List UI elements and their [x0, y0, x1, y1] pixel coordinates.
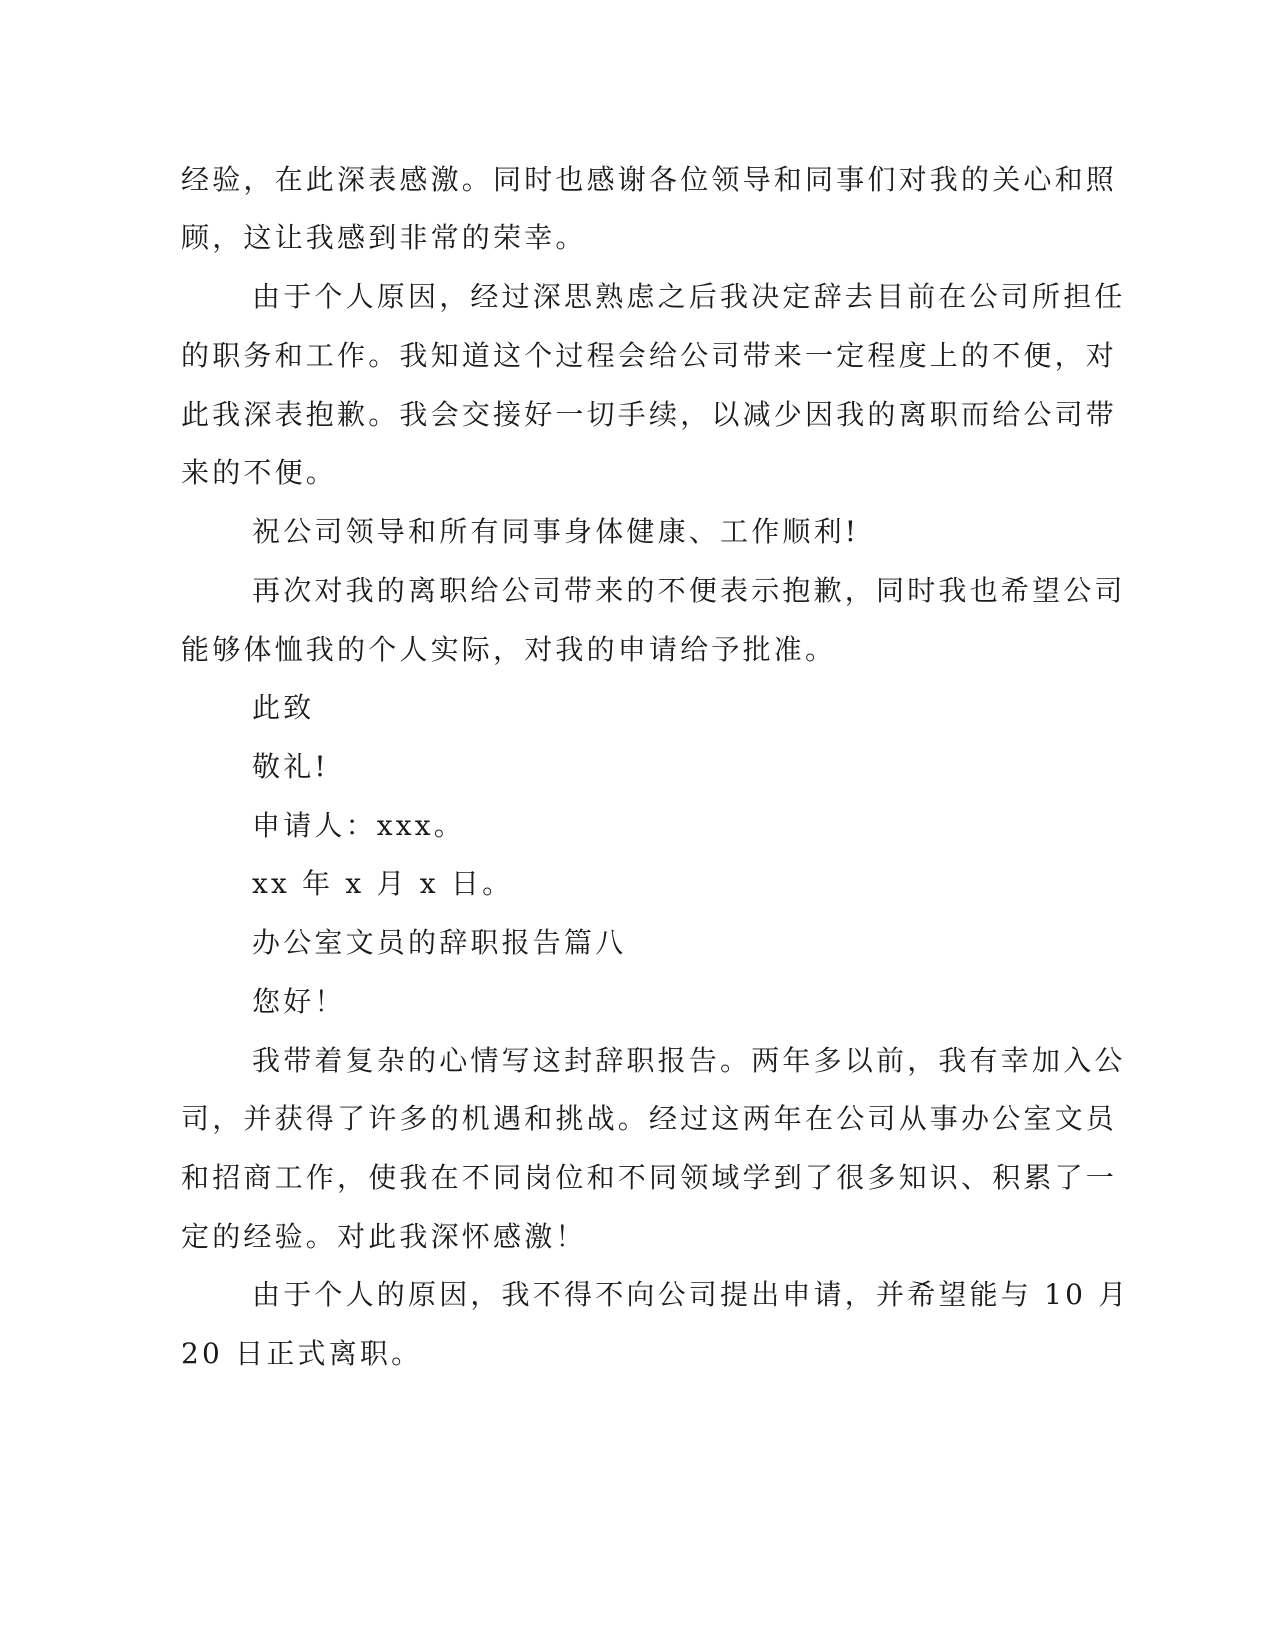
paragraph-line: 20 日正式离职。: [181, 1337, 423, 1370]
paragraph-line: 司，并获得了许多的机遇和挑战。经过这两年在公司从事办公室文员: [181, 1102, 1118, 1135]
greeting-line: 您好！: [252, 985, 346, 1018]
closing-line: 此致: [252, 691, 315, 724]
paragraph-line: 由于个人的原因，我不得不向公司提出申请，并希望能与 10 月: [252, 1278, 1130, 1311]
paragraph-line: 来的不便。: [181, 456, 338, 489]
paragraph-line: 我带着复杂的心情写这封辞职报告。两年多以前，我有幸加入公: [252, 1044, 1126, 1077]
paragraph-line: 能够体恤我的个人实际，对我的申请给予批准。: [181, 633, 837, 666]
date-line: xx 年 x 月 x 日。: [252, 867, 514, 900]
paragraph-line: 定的经验。对此我深怀感激！: [181, 1220, 587, 1253]
applicant-line: 申请人：xxx。: [252, 809, 465, 842]
paragraph-line: 顾，这让我感到非常的荣幸。: [181, 221, 587, 254]
paragraph-line: 由于个人原因，经过深思熟虑之后我决定辞去目前在公司所担任: [252, 280, 1126, 313]
section-heading: 办公室文员的辞职报告篇八: [252, 926, 627, 959]
paragraph-line: 此我深表抱歉。我会交接好一切手续，以减少因我的离职而给公司带: [181, 398, 1118, 431]
paragraph-line: 再次对我的离职给公司带来的不便表示抱歉，同时我也希望公司: [252, 574, 1126, 607]
salutation-line: 敬礼!: [252, 750, 329, 783]
paragraph-line: 的职务和工作。我知道这个过程会给公司带来一定程度上的不便，对: [181, 339, 1118, 372]
paragraph-line: 和招商工作，使我在不同岗位和不同领域学到了很多知识、积累了一: [181, 1161, 1118, 1194]
paragraph-line: 经验，在此深表感激。同时也感谢各位领导和同事们对我的关心和照: [181, 163, 1118, 196]
paragraph-line: 祝公司领导和所有同事身体健康、工作顺利!: [252, 515, 860, 548]
